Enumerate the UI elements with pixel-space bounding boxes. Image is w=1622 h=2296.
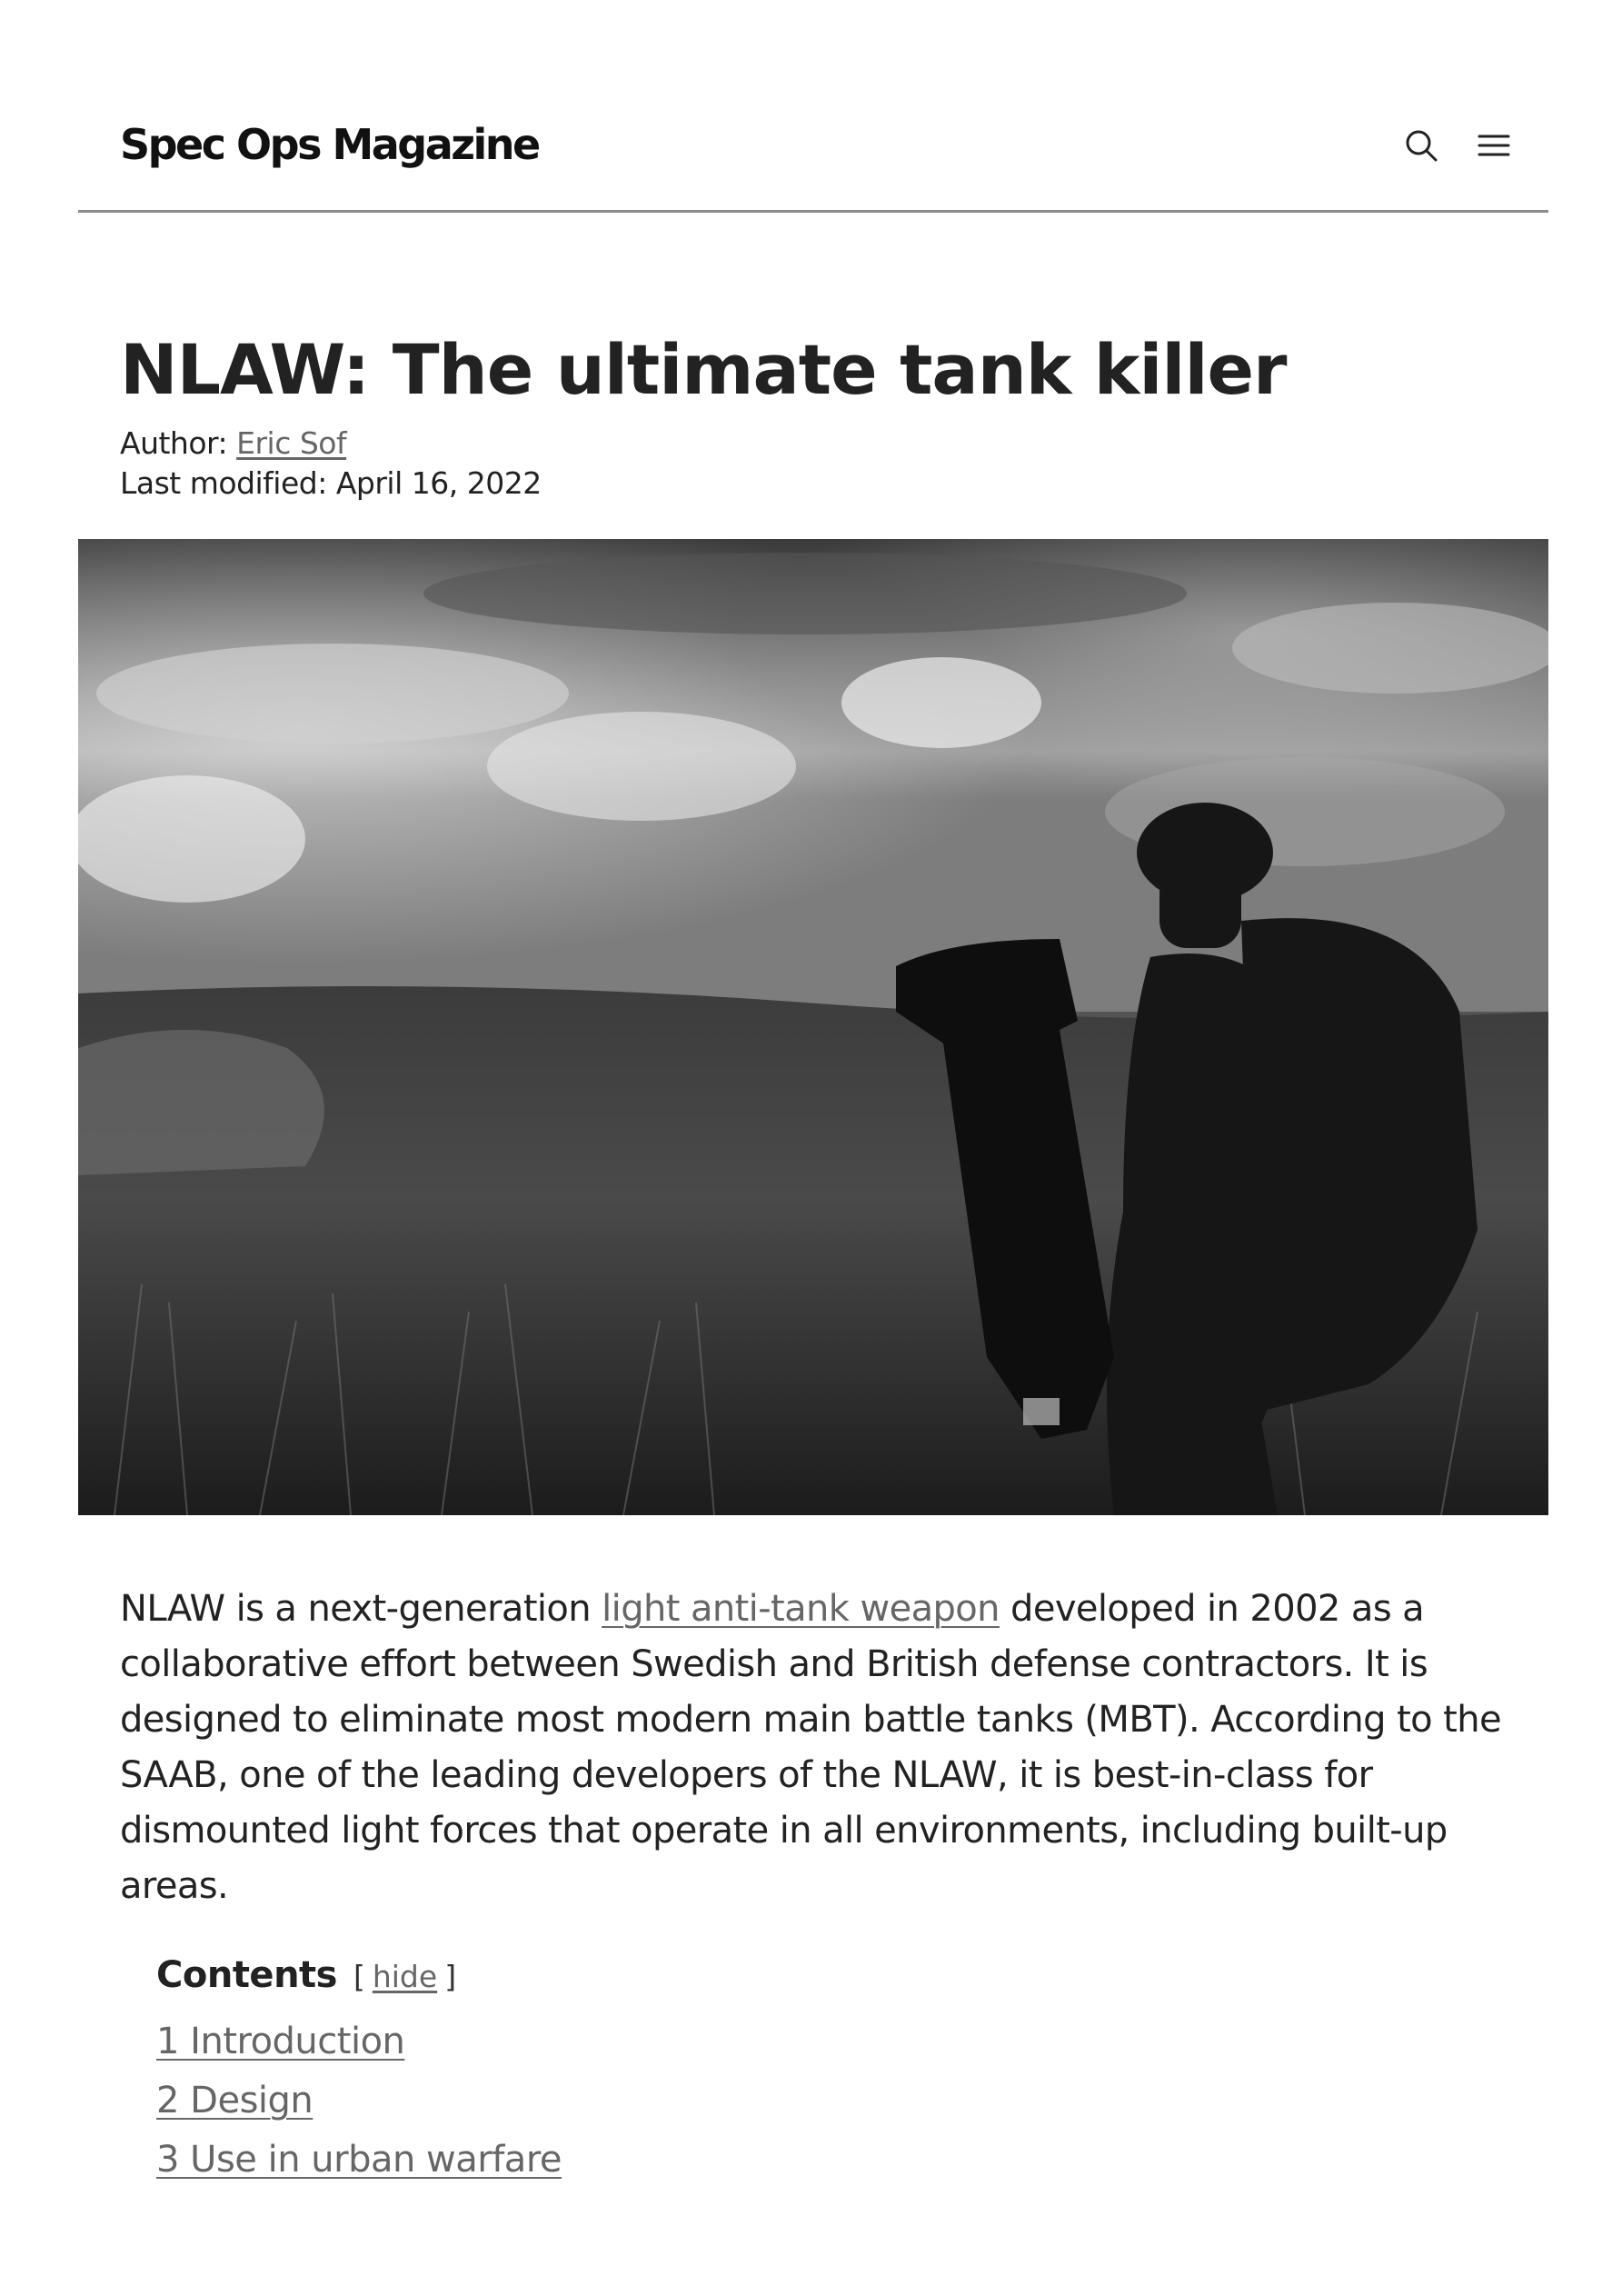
- post-author: [120, 425, 346, 461]
- toc-link-urban-warfare[interactable]: [156, 2139, 562, 2181]
- intro-paragraph: [120, 1582, 1537, 1914]
- menu-icon: [1477, 128, 1511, 163]
- menu-button[interactable]: [1476, 127, 1512, 164]
- post-title: NLAW: The ultimate tank killer: [120, 329, 1287, 410]
- toc-item: [156, 2071, 974, 2131]
- site-title[interactable]: Spec Ops Magazine: [120, 120, 539, 169]
- toc-item: [156, 2131, 974, 2190]
- intro-link[interactable]: light anti-tank weapon: [602, 1588, 1000, 1630]
- site-header: [78, 91, 1548, 213]
- modified-date: April 16, 2022: [335, 465, 542, 501]
- featured-image: [78, 539, 1548, 1515]
- toc-item: [156, 2012, 974, 2071]
- intro-text-after: developed in 2002 as a collaborative effort between Swedish and British defense contractors. It is designed to eliminate most modern main battle tanks (MBT). According to the SAAB, one of the leading developers of the NLAW, it is best-in-class for dismounted light forces that operate in all environments, including built-up areas.: [120, 1588, 1501, 1907]
- toc-title: Contents: [156, 1954, 337, 1996]
- post-modified: [120, 465, 542, 501]
- toc-link-design[interactable]: [156, 2080, 313, 2121]
- search-icon: [1404, 128, 1438, 163]
- author-label: Author:: [120, 425, 237, 461]
- toc-toggle: [353, 1959, 456, 1994]
- toc-item-number: 2: [156, 2080, 179, 2121]
- header-icons: [1403, 127, 1512, 164]
- table-of-contents: [156, 1954, 974, 2190]
- toc-item-label: Introduction: [178, 2021, 405, 2062]
- author-link[interactable]: Eric Sof: [236, 425, 347, 461]
- toc-list: [156, 2012, 974, 2190]
- toc-bracket-close: ]: [444, 1959, 457, 1994]
- toc-item-label: Use in urban warfare: [178, 2139, 562, 2181]
- toc-hide-link[interactable]: hide: [372, 1959, 438, 1994]
- intro-text-before: NLAW is a next-generation: [120, 1588, 602, 1630]
- toc-bracket-open: [: [353, 1959, 365, 1994]
- modified-label: Last modified:: [120, 465, 336, 501]
- toc-item-number: 1: [156, 2021, 179, 2062]
- toc-header: [156, 1954, 974, 1996]
- toc-item-label: Design: [178, 2080, 313, 2121]
- toc-link-introduction[interactable]: [156, 2021, 404, 2062]
- toc-item-number: 3: [156, 2139, 179, 2181]
- search-button[interactable]: [1403, 127, 1439, 164]
- featured-photo: [78, 539, 1548, 1515]
